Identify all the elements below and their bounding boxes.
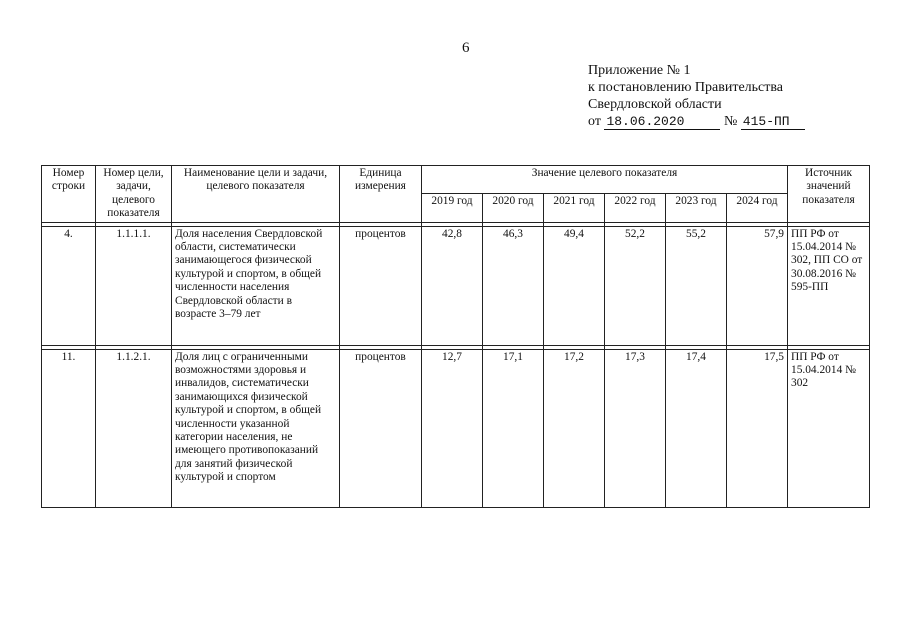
header-source: Источник значений показателя (788, 166, 870, 223)
header-year: 2020 год (483, 194, 544, 222)
value-cell: 12,7 (422, 349, 483, 507)
row-number-cell: 11. (42, 349, 96, 507)
appendix-resolution: к постановлению Правительства (588, 80, 784, 95)
indicator-name-cell: Доля населения Свердловской области, систематически занимающегося физической культурой и спортом, в общей численности населения Свердловской области в возрасте 3–79 лет (172, 226, 340, 345)
header-year: 2019 год (422, 194, 483, 222)
value-cell: 17,2 (544, 349, 605, 507)
source-cell: ПП РФ от 15.04.2014 № 302, ПП СО от 30.08.2016 № 595-ПП (788, 226, 870, 345)
header-goal-number: Номер цели, задачи, целевого показателя (96, 166, 172, 223)
unit-cell: процентов (340, 226, 422, 345)
header-year: 2021 год (544, 194, 605, 222)
appendix-date: 18.06.2020 (604, 115, 720, 130)
value-cell: 42,8 (422, 226, 483, 345)
header-row-1 (42, 166, 870, 194)
appendix-block (588, 62, 805, 130)
row-number-cell: 4. (42, 226, 96, 345)
value-cell: 57,9 (727, 226, 788, 345)
header-unit: Единица измерения (340, 166, 422, 223)
value-cell: 52,2 (605, 226, 666, 345)
goal-number-cell: 1.1.1.1. (96, 226, 172, 345)
value-cell: 46,3 (483, 226, 544, 345)
header-row-number: Номер строки (42, 166, 96, 223)
header-year: 2023 год (666, 194, 727, 222)
appendix-title: Приложение № 1 (588, 63, 691, 78)
value-cell: 49,4 (544, 226, 605, 345)
appendix-region: Свердловской области (588, 97, 722, 112)
value-cell: 55,2 (666, 226, 727, 345)
header-year: 2022 год (605, 194, 666, 222)
value-cell: 17,3 (605, 349, 666, 507)
header-year: 2024 год (727, 194, 788, 222)
table-row (42, 226, 870, 345)
header-values-group: Значение целевого показателя (422, 166, 788, 194)
indicators-table (41, 165, 870, 508)
date-prefix: от (588, 114, 601, 129)
source-cell: ПП РФ от 15.04.2014 № 302 (788, 349, 870, 507)
header-name: Наименование цели и задачи, целевого показателя (172, 166, 340, 223)
appendix-date-line (588, 113, 805, 130)
number-prefix: № (723, 114, 738, 129)
goal-number-cell: 1.1.2.1. (96, 349, 172, 507)
appendix-number: 415-ПП (741, 115, 805, 130)
indicator-name-cell: Доля лиц с ограниченными возможностями здоровья и инвалидов, систематически занимающихся физической культурой и спортом, в общей численности указанной категории населения, не имеющего противопоказаний для занятий физической культурой и спортом (172, 349, 340, 507)
table-row (42, 349, 870, 507)
unit-cell: процентов (340, 349, 422, 507)
page-number: 6 (462, 40, 470, 56)
value-cell: 17,5 (727, 349, 788, 507)
value-cell: 17,1 (483, 349, 544, 507)
value-cell: 17,4 (666, 349, 727, 507)
